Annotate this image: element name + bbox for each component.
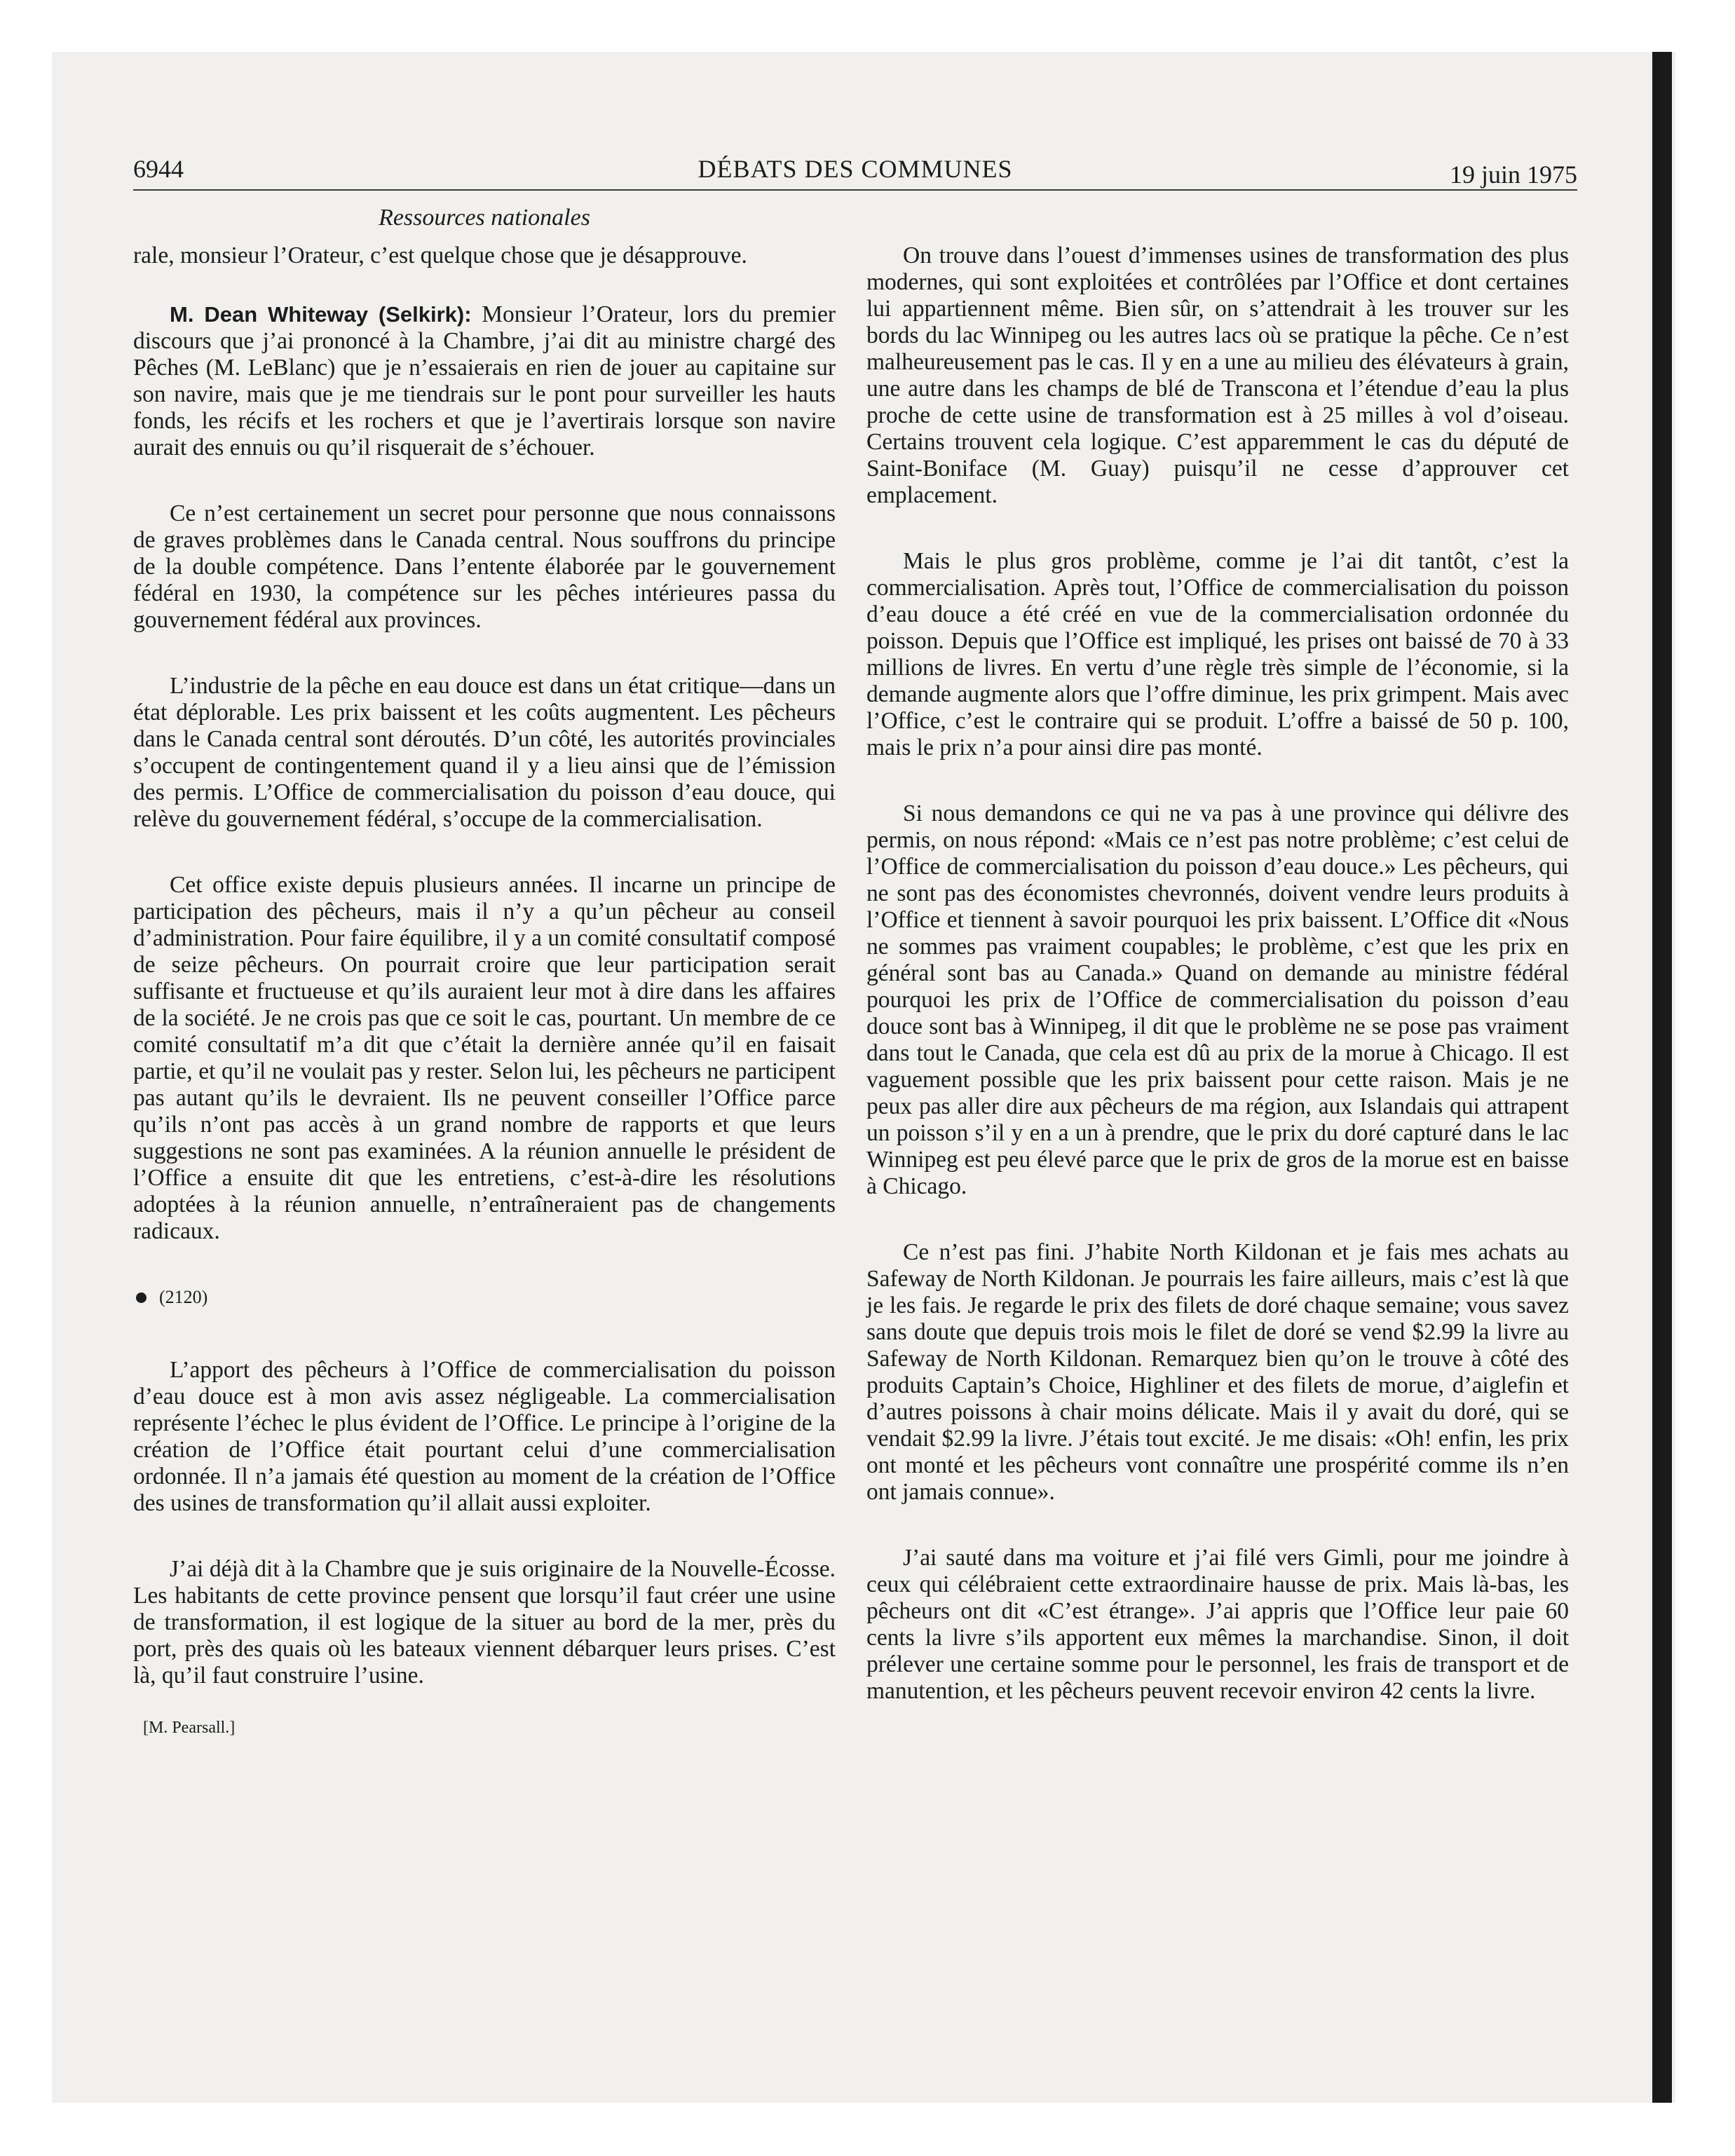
right-column <box>866 243 1569 1744</box>
paragraph: L’industrie de la pêche en eau douce est dans un état critique—dans un état déplorable. Les prix baissent et les coûts augmentent. Les pêcheurs dans le Canada central sont déroutés. D’un côté, les autorités provinciales s’occupent de contingentement quand il y a lieu ainsi que de l’émission des permis. L’Office de commercialisation du poisson d’eau douce, qui relève du gouvernement fédéral, s’occupe de la commercialisation. <box>133 673 836 832</box>
paragraph-speech <box>133 301 836 461</box>
paragraph: rale, monsieur l’Orateur, c’est quelque chose que je désapprouve. <box>133 243 747 268</box>
speech-text: Monsieur l’Orateur, lors du premier discours que j’ai prononcé à la Chambre, j’ai dit au ministre chargé des Pêches (M. LeBlanc) que je n’essaierais en rien de jouer au capitaine sur son navire, mais que je me tiendrais sur le pont pour surveiller les hauts fonds, les récifs et les rochers et que je l’avertirais lorsque son navire aurait des ennuis ou qu’il risquerait de s’échouer. <box>133 301 836 460</box>
paragraph: Ce n’est pas fini. J’habite North Kildonan et je fais mes achats au Safeway de North Kildonan. Je pourrais les faire ailleurs, mais c’est là que je les fais. Je regarde le prix des filets de doré chaque semaine; vous savez sans doute que depuis trois mois le filet de doré se vend $2.99 la livre au Safeway de North Kildonan. Remarquez bien qu’on le trouve à côté des produits Captain’s Choice, Highliner et des filets de morue, d’aiglefin et d’autres poissons à chair moins délicate. Mais il y avait du doré, qui se vendait $2.99 la livre. J’étais tout excité. Je me disais: «Oh! enfin, les prix ont monté et les pêcheurs vont connaître une prospérité comme ils n’en ont jamais connue». <box>866 1239 1569 1505</box>
paragraph: L’apport des pêcheurs à l’Office de commercialisation du poisson d’eau douce est à mon avis assez négligeable. La commercialisation représente l’échec le plus évident de l’Office. Le principe à l’origine de la création de l’Office était pourtant celui d’une commercialisation ordonnée. Il n’a jamais été question au moment de la création de l’Office des usines de transformation qu’il allait aussi exploiter. <box>133 1357 836 1516</box>
header-rule <box>133 189 1577 191</box>
left-column <box>133 243 836 1741</box>
paragraph: Si nous demandons ce qui ne va pas à une province qui délivre des permis, on nous répond: «Mais ce n’est pas notre problème; c’est celui de l’Office de commercialisation du poisson d’eau douce.» Les pêcheurs, qui ne sont pas des économistes chevronnés, doivent vendre leurs produits à l’Office et tiennent à savoir pourquoi les prix baissent. L’Office dit «Nous ne sommes pas vraiment coupables; le problème, c’est que les prix en général sont bas au Canada.» Quand on demande au ministre fédéral pourquoi les prix de l’Office de commercialisation du poisson d’eau douce sont bas à Winnipeg, il dit que le problème ne se pose pas vraiment dans tout le Canada, que cela est dû au prix de la morue à Chicago. Il est vaguement possible que les prix baissent pour cette raison. Mais je ne peux pas aller dire aux pêcheurs de ma région, aux Islandais qui attrapent un poisson s’il y en a un à prendre, que le prix du doré capturé dans le lac Winnipeg est peu élevé parce que le prix de gros de la morue est en baisse à Chicago. <box>866 800 1569 1199</box>
time-marker <box>133 1284 836 1311</box>
bullet-icon <box>136 1292 147 1303</box>
journal-title: DÉBATS DES COMMUNES <box>698 155 1013 183</box>
speaker-attribution: [M. Pearsall.] <box>143 1719 236 1737</box>
paragraph: Cet office existe depuis plusieurs années. Il incarne un principe de participation des pêcheurs, mais il n’y a qu’un pêcheur au conseil d’administration. Pour faire équilibre, il y a un comité consultatif composé de seize pêcheurs. On pourrait croire que leur participation serait suffisante et fructueuse et qu’ils auraient leur mot à dire dans les affaires de la société. Je ne crois pas que ce soit le cas, pourtant. Un membre de ce comité consultatif m’a dit que c’était la dernière année qu’il en faisait partie, et qu’il ne voulait pas y rester. Selon lui, les pêcheurs ne participent pas autant qu’ils le devraient. Ils ne peuvent conseiller l’Office parce qu’ils n’ont pas accès à un grand nombre de rapports et que leurs suggestions ne sont pas examinées. A la réunion annuelle le président de l’Office a ensuite dit que les entretiens, c’est-à-dire les résolutions adoptées à la réunion annuelle, n’entraîneraient pas de changements radicaux. <box>133 872 836 1244</box>
page-header <box>133 147 1577 192</box>
scan-edge-bar <box>1652 52 1672 2103</box>
paragraph: Ce n’est certainement un secret pour personne que nous connaissons de graves problèmes dans le Canada central. Nous souffrons du principe de la double compétence. Dans l’entente élaborée par le gouvernement fédéral en 1930, la compétence sur les pêches intérieures passa du gouvernement fédéral aux provinces. <box>133 500 836 633</box>
speaker-name: M. Dean Whiteway (Selkirk): <box>170 302 472 327</box>
paragraph: On trouve dans l’ouest d’immenses usines de transformation des plus modernes, qui sont exploitées et contrôlées par l’Office et dont certaines lui appartiennent même. Bien sûr, on s’attendrait à les trouver sur les bords du lac Winnipeg ou les autres lacs où se pratique la pêche. Ce n’est malheureusement pas le cas. Il y en a une au milieu des élévateurs à grain, une autre dans les champs de blé de Transcona et l’étendue d’eau la plus proche de cette usine de transformation est à 25 milles à vol d’oiseau. Certains trouvent cela logique. C’est apparemment le cas du député de Saint-Boniface (M. Guay) puisqu’il ne cesse d’approuver cet emplacement. <box>866 243 1569 508</box>
page-date: 19 juin 1975 <box>1449 161 1577 189</box>
section-title: Ressources nationales <box>379 205 590 231</box>
page-number: 6944 <box>133 155 184 183</box>
paragraph: J’ai sauté dans ma voiture et j’ai filé vers Gimli, pour me joindre à ceux qui célébraient cette extraordinaire hausse de prix. Mais là-bas, les pêcheurs ont dit «C’est étrange». J’ai appris que l’Office leur paie 60 cents la livre s’ils apportent eux mêmes la marchandise. Sinon, il doit prélever une certaine somme pour le personnel, les frais de transport et de manutention, et les pêcheurs peuvent recevoir environ 42 cents la livre. <box>866 1545 1569 1704</box>
paragraph: Mais le plus gros problème, comme je l’ai dit tantôt, c’est la commercialisation. Après tout, l’Office de commercialisation du poisson d’eau douce a été créé en vue de la commercialisation ordonnée du poisson. Depuis que l’Office est impliqué, les prises ont baissé de 70 à 33 millions de livres. En vertu d’une règle très simple de l’économie, si la demande augmente alors que l’offre diminue, les prix grimpent. Mais avec l’Office, c’est le contraire qui se produit. L’offre a baissé de 50 p. 100, mais le prix n’a pour ainsi dire pas monté. <box>866 548 1569 760</box>
paragraph: J’ai déjà dit à la Chambre que je suis originaire de la Nouvelle-Écosse. Les habitants de cette province pensent que lorsqu’il faut créer une usine de transformation, il est logique de la situer au bord de la mer, près du port, près des quais où les bateaux viennent débarquer leurs prises. C’est là, qu’il faut construire l’usine. <box>133 1556 836 1688</box>
time-marker-text: (2120) <box>159 1287 208 1307</box>
